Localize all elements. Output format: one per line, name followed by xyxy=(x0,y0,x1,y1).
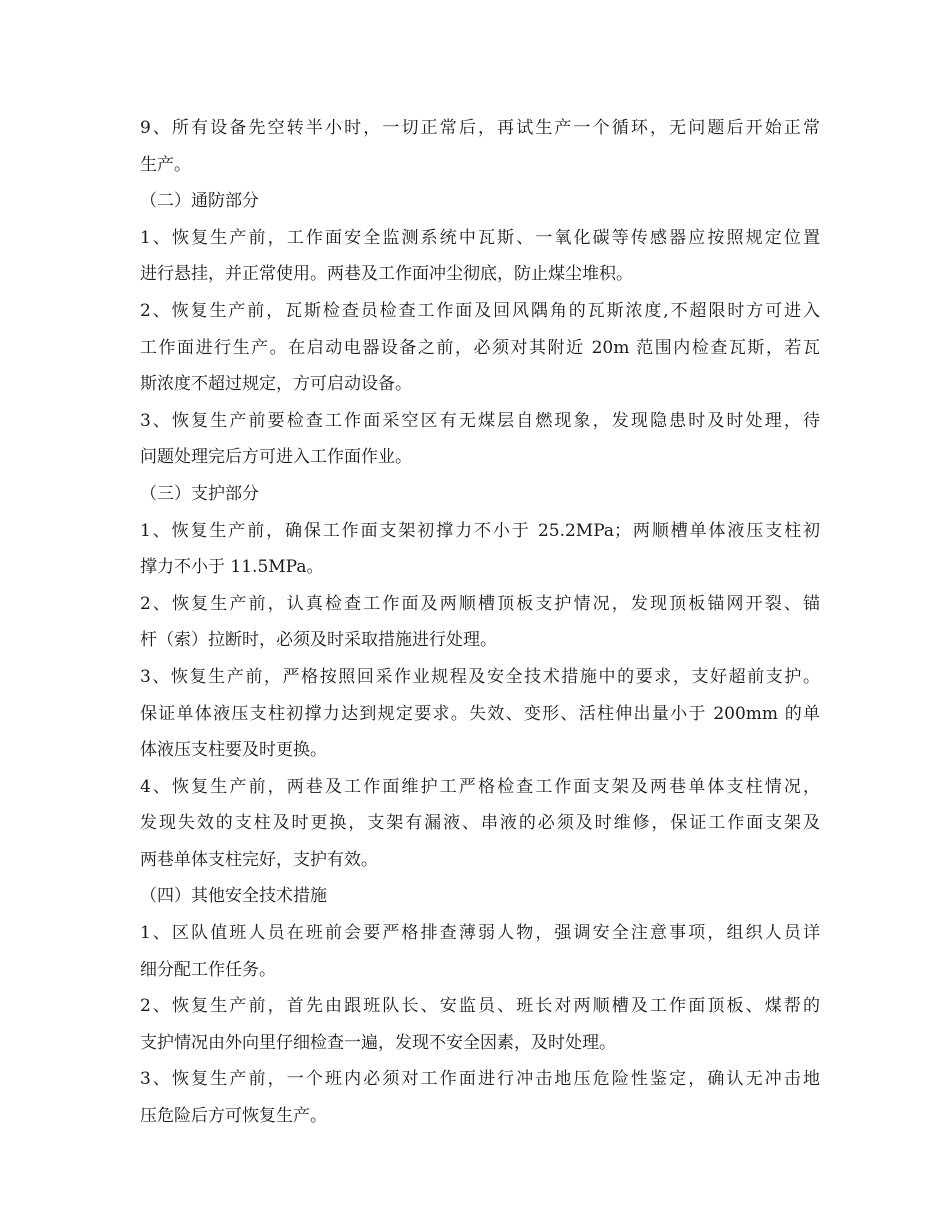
text-line: 两巷单体支柱完好，支护有效。 xyxy=(140,849,378,870)
text-line: 2、恢复生产前，认真检查工作面及两顺槽顶板支护情况，发现顶板锚网开裂、锚 xyxy=(140,593,820,614)
text-line: 2、恢复生产前，瓦斯检查员检查工作面及回风隅角的瓦斯浓度,不超限时方可进入 xyxy=(140,300,820,321)
text-line: 撑力不小于 11.5MPa。 xyxy=(140,557,324,578)
text-line: 问题处理完后方可进入工作面作业。 xyxy=(140,447,412,468)
text-line: 3、恢复生产前，一个班内必须对工作面进行冲击地压危险性鉴定，确认无冲击地 xyxy=(140,1069,820,1090)
text-line: 保证单体液压支柱初撑力达到规定要求。失效、变形、活柱伸出量小于 200mm 的单 xyxy=(140,703,820,724)
text-line: 支护情况由外向里仔细检查一遍，发现不安全因素，及时处理。 xyxy=(140,1032,616,1053)
text-line: 1、区队值班人员在班前会要严格排查薄弱人物，强调安全注意事项，组织人员详 xyxy=(140,923,820,944)
text-line: 生产。 xyxy=(140,154,191,175)
text-line: 4、恢复生产前，两巷及工作面维护工严格检查工作面支架及两巷单体支柱情况， xyxy=(140,776,820,797)
text-line: 9、所有设备先空转半小时，一切正常后，再试生产一个循环，无问题后开始正常 xyxy=(140,118,820,138)
text-line: 斯浓度不超过规定，方可启动设备。 xyxy=(140,374,412,395)
section-heading: （二）通防部分 xyxy=(140,191,259,212)
text-line: 压危险后方可恢复生产。 xyxy=(140,1106,327,1127)
text-line: 2、恢复生产前，首先由跟班队长、安监员、班长对两顺槽及工作面顶板、煤帮的 xyxy=(140,996,820,1017)
text-line: 1、恢复生产前，工作面安全监测系统中瓦斯、一氧化碳等传感器应按照规定位置 xyxy=(140,227,820,248)
text-line: 3、恢复生产前要检查工作面采空区有无煤层自燃现象，发现隐患时及时处理，待 xyxy=(140,410,820,431)
section-heading: （三）支护部分 xyxy=(140,483,259,504)
text-line: 进行悬挂，并正常使用。两巷及工作面冲尘彻底，防止煤尘堆积。 xyxy=(140,264,633,285)
text-line: 细分配工作任务。 xyxy=(140,959,276,980)
section-heading: （四）其他安全技术措施 xyxy=(140,886,327,907)
document-body xyxy=(140,110,820,1135)
text-line: 工作面进行生产。在启动电器设备之前，必须对其附近 20m 范围内检查瓦斯，若瓦 xyxy=(140,337,820,358)
text-line: 体液压支柱要及时更换。 xyxy=(140,740,327,761)
text-line: 杆（索）拉断时，必须及时采取措施进行处理。 xyxy=(140,630,497,651)
text-line: 1、恢复生产前，确保工作面支架初撑力不小于 25.2MPa；两顺槽单体液压支柱初 xyxy=(140,520,820,541)
text-line: 3、恢复生产前，严格按照回采作业规程及安全技术措施中的要求，支好超前支护。 xyxy=(140,666,820,687)
text-line: 发现失效的支柱及时更换，支架有漏液、串液的必须及时维修，保证工作面支架及 xyxy=(140,813,820,834)
